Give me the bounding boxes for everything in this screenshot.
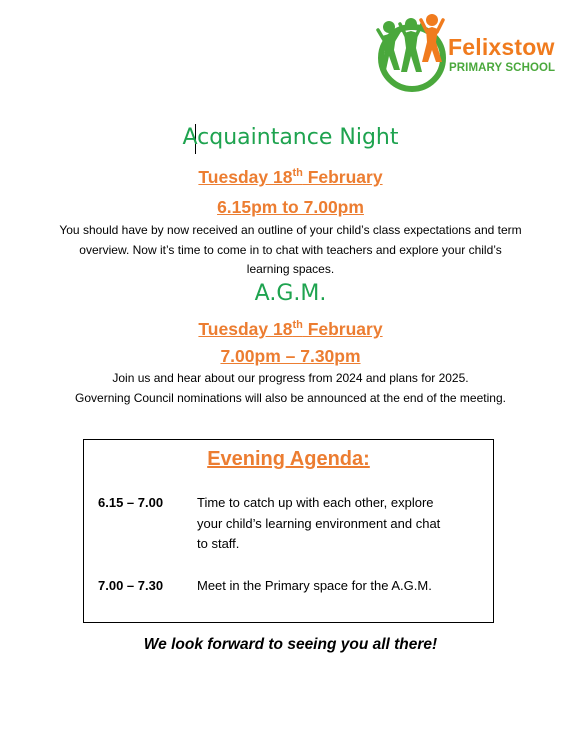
acquaintance-desc-line: You should have by now received an outline of your child’s class expectations and term — [59, 223, 522, 237]
agm-time: 7.00pm – 7.30pm — [220, 346, 361, 366]
acquaintance-desc-line: overview. Now it’s time to come in to chat with teachers and explore your child’s — [79, 242, 502, 257]
school-subtitle: PRIMARY SCHOOL — [449, 62, 556, 74]
agenda-desc-line: Time to catch up with each other, explore — [197, 495, 434, 510]
school-name: Felixstow — [448, 34, 555, 60]
agm-date-sup: th — [292, 319, 303, 332]
agenda-box — [83, 439, 494, 623]
agm-desc-line: Join us and hear about our progress from 2024 and plans for 2025. — [112, 371, 469, 385]
agm-date-suffix: February — [302, 319, 383, 339]
agm-title: A.G.M. — [254, 281, 327, 306]
acquaintance-title: Acquaintance Night — [182, 125, 399, 150]
agm-description — [0, 369, 581, 408]
agm-desc-line: Governing Council nominations will also be announced at the end of the meeting. — [75, 390, 506, 405]
agenda-desc-line: your child’s learning environment and chat — [197, 515, 441, 531]
agenda-title: Evening Agenda: — [207, 448, 370, 470]
agenda-item-description — [197, 576, 487, 597]
school-logo-icon — [374, 12, 454, 100]
closing-message: We look forward to seeing you all there! — [143, 636, 438, 653]
acquaintance-date-prefix: Tuesday 18 — [198, 167, 293, 187]
agenda-desc-line: to staff. — [197, 536, 240, 551]
acquaintance-date-suffix: February — [302, 167, 383, 187]
agm-date-prefix: Tuesday 18 — [198, 319, 293, 339]
acquaintance-time: 6.15pm to 7.00pm — [217, 197, 364, 217]
agenda-desc-line: Meet in the Primary space for the A.G.M. — [197, 578, 432, 593]
agenda-item-time: 6.15 – 7.00 — [98, 495, 164, 510]
acquaintance-date — [0, 167, 581, 188]
acquaintance-date-sup: th — [292, 167, 303, 180]
agenda-item-description — [197, 493, 487, 555]
acquaintance-description — [0, 221, 581, 280]
agenda-item-time: 7.00 – 7.30 — [98, 578, 164, 593]
school-logo — [374, 12, 574, 100]
acquaintance-desc-line: learning spaces. — [246, 262, 335, 276]
agm-date — [0, 319, 581, 340]
